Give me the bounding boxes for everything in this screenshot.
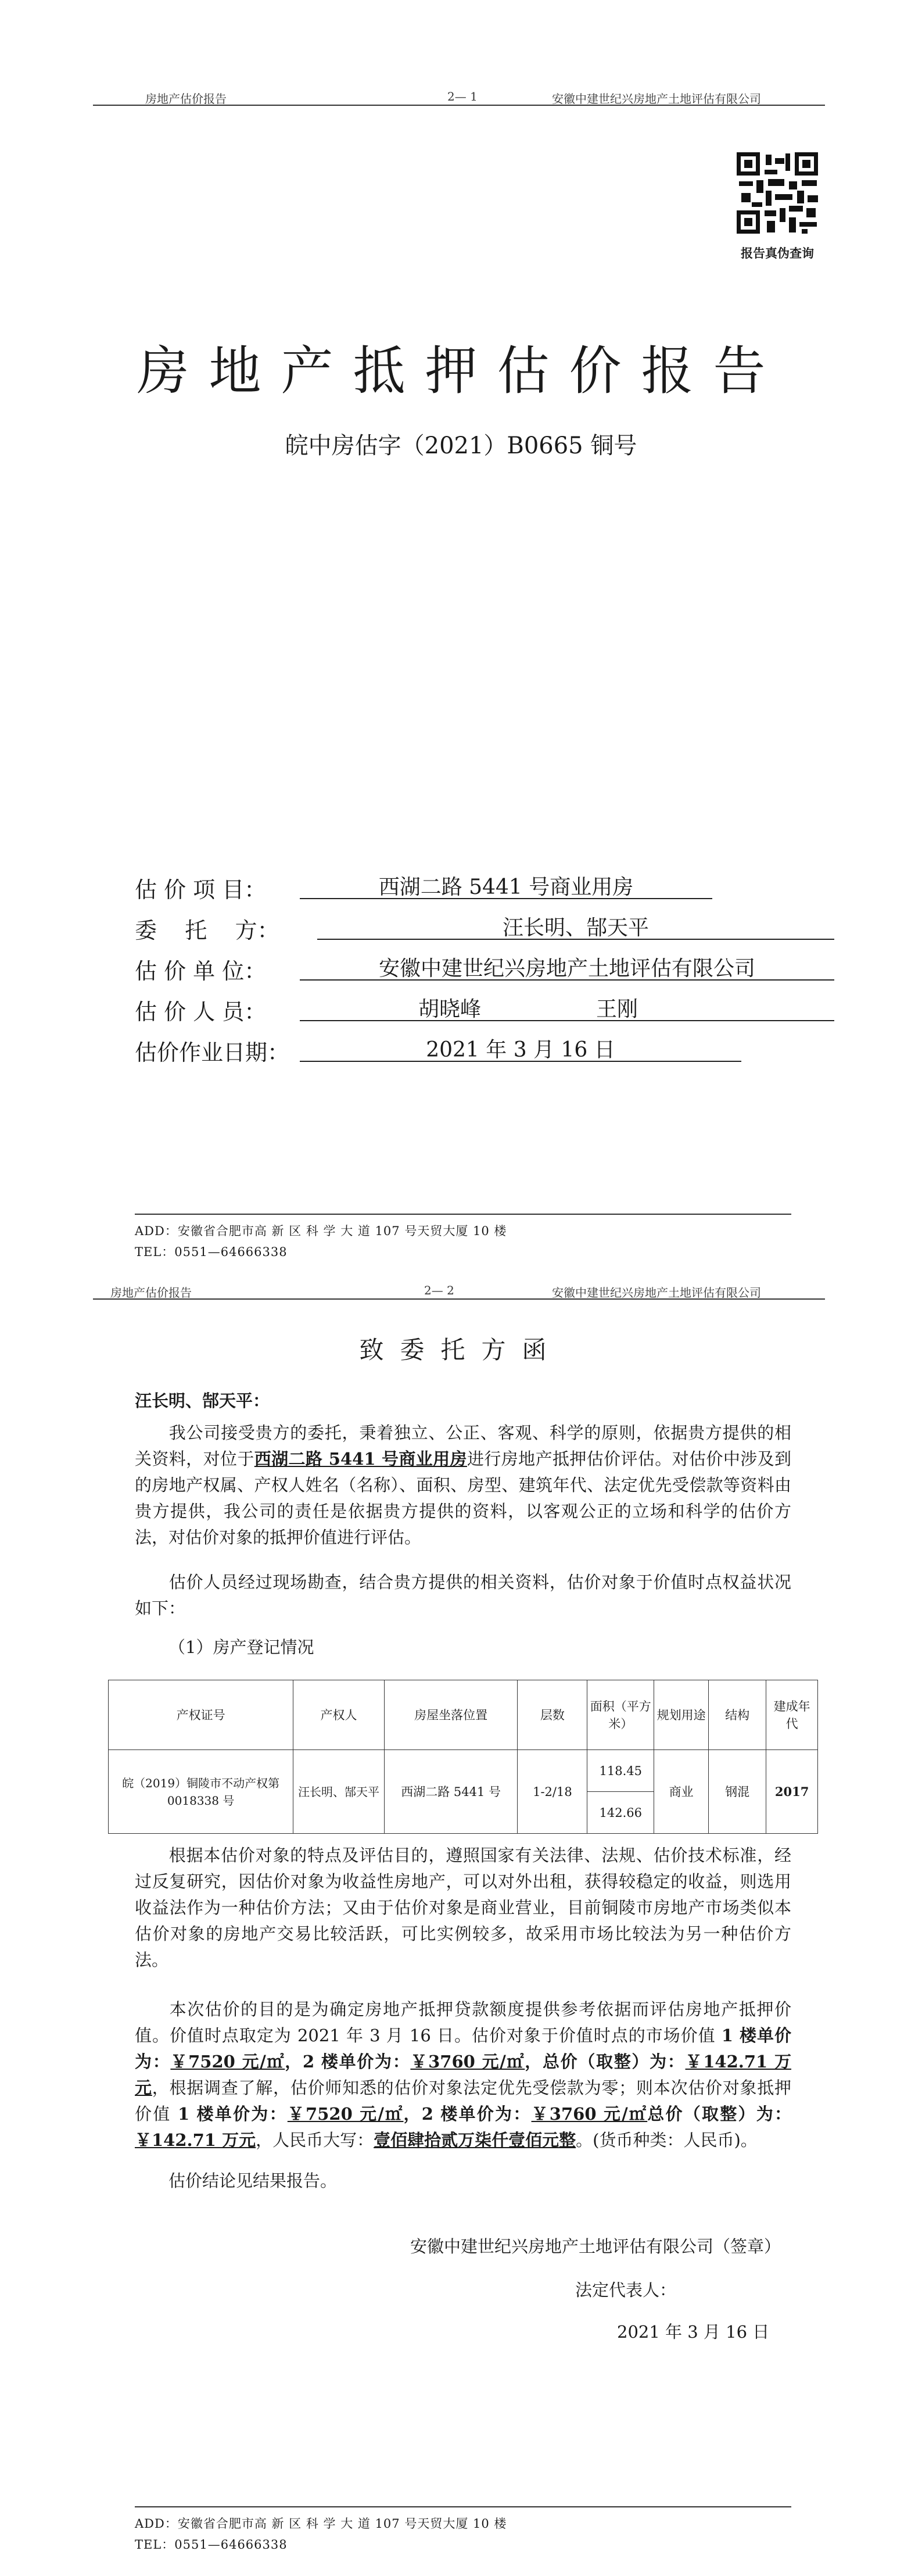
letter-paragraph-2 xyxy=(135,1569,791,1622)
qr-caption: 报告真伪查询 xyxy=(741,246,814,260)
running-header xyxy=(93,85,825,106)
letter-paragraph-5 xyxy=(135,1997,791,2153)
p5-text-c: ，根据调查了解，估价师知悉的估价对象法定优先受偿款为零；则本次估价对象抵押价值 xyxy=(135,2078,791,2124)
header-left: 房地产估价报告 xyxy=(110,1286,192,1300)
p5-label-2: ，2 楼单价为： xyxy=(285,2052,411,2071)
cell-owner: 汪长明、郜天平 xyxy=(293,1750,385,1834)
cell-location: 西湖二路 5441 号 xyxy=(384,1750,518,1834)
running-header xyxy=(93,1279,825,1300)
registration-table xyxy=(108,1680,818,1834)
qr-code[interactable] xyxy=(737,152,818,234)
header-rule xyxy=(93,105,825,106)
p2-text: 估价人员经过现场勘查，结合贵方提供的相关资料，估价对象于价值时点权益状况如下： xyxy=(135,1572,791,1618)
p5-label-1: 1 楼单价为： xyxy=(135,2026,791,2071)
p5-market-unit-price-2: ￥3760 元/㎡ xyxy=(410,2052,525,2071)
p5-text-d: ，人民币大写： xyxy=(256,2130,374,2150)
p5-mortgage-unit-price-1: ￥7520 元/㎡ xyxy=(287,2104,404,2124)
field-label: 估价作业日期： xyxy=(135,1040,290,1065)
report-number: 皖中房估字（2021）B0665 铜号 xyxy=(285,432,637,459)
table-header: 规划用途 xyxy=(654,1680,709,1750)
p1-text-a: 我公司接受贵方的委托，秉着独立、公正、客观、科学的原则，依据贵方提供的相关资料，对位于 xyxy=(135,1423,791,1469)
p5-amount-in-words: 壹佰肆拾贰万柒仟壹佰元整 xyxy=(374,2130,576,2150)
p1-property-address: 西湖二路 5441 号商业用房 xyxy=(254,1449,467,1469)
footer-rule xyxy=(135,2506,791,2507)
p1-text-c: 进行房地产抵押估价评估。对估价中涉及到的房地产权属、产权人姓名（名称）、面积、房型、建筑年代、法定优先受偿款等资料由贵方提供，我公司的责任是依据贵方提供的资料，以客观公正的立场和科学的估价方法，对估价对象的抵押价值进行评估。 xyxy=(135,1449,791,1547)
p5-market-unit-price-1: ￥7520 元/㎡ xyxy=(170,2052,285,2071)
footer-rule xyxy=(135,1214,791,1215)
field-label: 估 价 单 位： xyxy=(135,958,267,984)
cell-use: 商业 xyxy=(654,1750,709,1834)
header-right: 安徽中建世纪兴房地产土地评估有限公司 xyxy=(552,1286,761,1300)
field-value: 西湖二路 5441 号商业用房 xyxy=(378,875,634,899)
table-row xyxy=(109,1750,818,1792)
field-value: 安徽中建世纪兴房地产土地评估有限公司 xyxy=(378,957,755,981)
p5-label-6: 总价（取整）为： xyxy=(647,2104,792,2124)
letter-paragraph-4 xyxy=(135,1842,791,1973)
field-underline xyxy=(300,979,834,981)
cell-year: 2017 xyxy=(766,1750,818,1834)
cell-area-floor-2: 142.66 xyxy=(587,1792,654,1834)
field-value-appraiser-1: 胡晓峰 xyxy=(418,997,482,1021)
field-label: 委 托 方： xyxy=(135,918,279,943)
letter-date: 2021 年 3 月 16 日 xyxy=(617,2322,770,2342)
signer-company: 安徽中建世纪兴房地产土地评估有限公司（签章） xyxy=(410,2237,781,2256)
header-page-number: 2— 2 xyxy=(424,1283,454,1297)
p4-text: 根据本估价对象的特点及评估目的，遵照国家有关法律、法规、估价技术标准，经过反复研究，因估价对象为收益性房地产，可以对外出租，获得较稳定的收益，则选用收益法作为一种估价方法；又由于估价对象是商业营业，目前铜陵市房地产市场类似本估价对象的房地产交易比较活跃，可比实例较多，故采用市场比较法为另一种估价方法。 xyxy=(135,1845,791,1970)
p5-market-total: ￥142.71 万元 xyxy=(135,2052,791,2098)
cell-floors: 1-2/18 xyxy=(518,1750,587,1834)
p5-label-3: ，总价（取整）为： xyxy=(525,2052,686,2071)
p5-text-a: 本次估价的目的是为确定房地产抵押贷款额度提供参考依据而评估房地产抵押价值。价值时点取定为 2021 年 3 月 16 日。估价对象于价值时点的市场价值 xyxy=(135,1999,791,2045)
footer-tel: TEL：0551—64666338 xyxy=(135,1245,288,1259)
letter-title: 致委托方函 xyxy=(359,1336,563,1364)
field-value-appraiser-2: 王刚 xyxy=(596,997,638,1021)
field-label: 估 价 项 目： xyxy=(135,877,267,903)
footer-address: ADD：安徽省合肥市高 新 区 科 学 大 道 107 号天贸大厦 10 楼 xyxy=(135,1224,507,1238)
field-underline xyxy=(300,1020,834,1021)
table-header: 产权证号 xyxy=(109,1680,293,1750)
field-value: 汪长明、郜天平 xyxy=(502,916,649,940)
table-header: 房屋坐落位置 xyxy=(384,1680,518,1750)
table-header: 层数 xyxy=(518,1680,587,1750)
field-value: 2021 年 3 月 16 日 xyxy=(426,1038,615,1062)
table-header: 结构 xyxy=(709,1680,766,1750)
p5-mortgage-unit-price-2: ￥3760 元/㎡ xyxy=(531,2104,648,2124)
footer-tel: TEL：0551—64666338 xyxy=(135,2538,288,2552)
p5-text-e: 。(货币种类：人民币)。 xyxy=(576,2130,758,2150)
p6-text: 估价结论见结果报告。 xyxy=(168,2171,338,2191)
letter-paragraph-6 xyxy=(135,2168,791,2194)
table-header-row xyxy=(109,1680,818,1750)
field-underline xyxy=(317,939,834,940)
p5-mortgage-total: ￥142.71 万元 xyxy=(135,2130,256,2150)
section-registration-heading: （1）房产登记情况 xyxy=(168,1637,314,1657)
field-underline xyxy=(300,898,712,899)
table-header: 建成年代 xyxy=(766,1680,818,1750)
table-header: 产权人 xyxy=(293,1680,385,1750)
legal-representative: 法定代表人： xyxy=(575,2280,677,2300)
field-label: 估 价 人 员： xyxy=(135,999,267,1025)
header-page-number: 2— 1 xyxy=(447,90,478,103)
cell-cert-no: 皖（2019）铜陵市不动产权第0018338 号 xyxy=(109,1750,293,1834)
letter-paragraph-1 xyxy=(135,1420,791,1551)
footer-address: ADD：安徽省合肥市高 新 区 科 学 大 道 107 号天贸大厦 10 楼 xyxy=(135,2517,507,2531)
p5-label-4: 1 楼单价为： xyxy=(177,2104,288,2124)
field-underline xyxy=(300,1061,741,1062)
header-left: 房地产估价报告 xyxy=(145,92,227,106)
header-right: 安徽中建世纪兴房地产土地评估有限公司 xyxy=(552,92,761,106)
header-rule xyxy=(93,1298,825,1300)
report-title: 房地产抵押估价报告 xyxy=(137,341,785,402)
cell-area-floor-1: 118.45 xyxy=(587,1750,654,1792)
cell-structure: 钢混 xyxy=(709,1750,766,1834)
letter-salutation: 汪长明、郜天平： xyxy=(135,1391,270,1411)
p5-label-5: ，2 楼单价为： xyxy=(403,2104,532,2124)
table-header: 面积（平方米） xyxy=(587,1680,654,1750)
